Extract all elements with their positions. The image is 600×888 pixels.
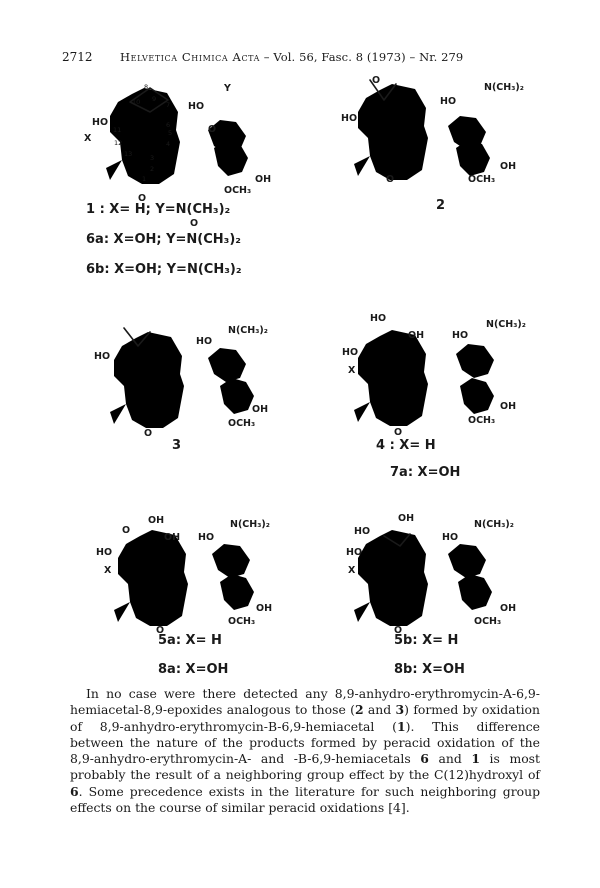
- page-number: 2712: [62, 50, 93, 64]
- ring-number: 12: [114, 139, 123, 147]
- atom-ho: HO: [342, 347, 359, 358]
- atom-och3: OCH₃: [468, 174, 496, 185]
- ring-number: 2: [150, 165, 155, 173]
- atom-o: O: [156, 625, 165, 636]
- atom-och3: OCH₃: [228, 616, 256, 627]
- atom-oh: OH: [255, 174, 272, 185]
- atom-o: O: [394, 625, 403, 636]
- atom-ho: HO: [341, 113, 358, 124]
- atom-ho: HO: [96, 547, 113, 558]
- atom-oh: OH: [500, 603, 517, 614]
- ring-number: 11: [113, 126, 122, 134]
- atom-oh: OH: [500, 401, 517, 412]
- atom-ho: HO: [442, 532, 459, 543]
- ring-number: 8: [144, 83, 149, 91]
- compound-label-3: 3: [172, 438, 182, 453]
- atom-oh: OH: [252, 404, 269, 415]
- atom-x: X: [104, 565, 112, 576]
- atom-o: O: [386, 174, 395, 185]
- body-paragraph: In no case were there detected any 8,9-anhydro-erythromycin-A-6,9-hemiacetal-8,9-epoxides analogous to those (2 and 3) formed by oxidation of 8,9-anhydro-erythromycin-B-6,9-hemiacetal (1). This difference between the nature of the products formed by peracid oxidation of the 8,9-anhydro-erythromycin-A- and -B-6,9-hemiacetals 6 and 1 is most probably the result of a neighboring group effect by the C(12)hydroxyl of 6. Some precedence exists in the literature for such neighboring group effects on the course of similar peracid oxidations [4].: [70, 686, 540, 816]
- compound-label-8b: 8b: X=OH: [394, 662, 465, 677]
- atom-o: O: [394, 427, 403, 438]
- compound-label-2: 2: [436, 198, 446, 213]
- atom-oh: OH: [408, 330, 425, 341]
- compound-label-6a: 6a: X=OH; Y=N(CH₃)₂: [86, 232, 241, 247]
- atom-ho: HO: [188, 101, 205, 112]
- atom-x: X: [348, 365, 356, 376]
- compound-label-5b: 5b: X= H: [394, 633, 459, 648]
- atom-ho: HO: [452, 330, 469, 341]
- ring-number: 1: [142, 175, 147, 183]
- structure-5b: [354, 528, 492, 640]
- atom-ho: HO: [94, 351, 111, 362]
- ring-number: 9: [152, 95, 157, 103]
- atom-ho: HO: [198, 532, 215, 543]
- atom-o: O: [138, 193, 147, 204]
- atom-ho: HO: [346, 547, 363, 558]
- atom-oh: OH: [398, 513, 415, 524]
- atom-och3: OCH₃: [224, 185, 252, 196]
- ring-number: 7: [166, 101, 171, 109]
- atom-oh: OH: [256, 603, 273, 614]
- compound-label-4: 4 : X= H: [376, 438, 436, 453]
- atom-oh: OH: [500, 161, 517, 172]
- journal-details: – Vol. 56, Fasc. 8 (1973) – Nr. 279: [260, 50, 464, 64]
- atom-oh: OH: [164, 532, 181, 543]
- ring-number: 4: [166, 140, 171, 148]
- ring-number: 13: [124, 150, 133, 158]
- atom-och3: OCH₃: [228, 418, 256, 429]
- atom-ho: HO: [440, 96, 457, 107]
- atom-nme2: N(CH₃)₂: [484, 82, 524, 93]
- atom-ho: HO: [196, 336, 213, 347]
- ring-number: 3: [150, 154, 155, 162]
- atom-y: Y: [224, 83, 231, 94]
- atom-nme2: N(CH₃)₂: [228, 325, 268, 336]
- atom-o: O: [372, 75, 381, 86]
- compound-label-8a: 8a: X=OH: [158, 662, 229, 677]
- atom-x: X: [348, 565, 356, 576]
- atom-n-oxide: O: [190, 218, 199, 229]
- atom-nme2: N(CH₃)₂: [474, 519, 514, 530]
- ring-number: 5: [168, 129, 173, 137]
- ring-number: 10: [132, 98, 141, 106]
- journal-name: Helvetica Chimica Acta: [120, 50, 261, 64]
- compound-label-7a: 7a: X=OH: [390, 465, 461, 480]
- atom-oh: OH: [148, 515, 165, 526]
- atom-ho: HO: [354, 526, 371, 537]
- structure-1: [106, 83, 248, 198]
- atom-o: O: [144, 428, 153, 439]
- atom-o: O: [208, 124, 217, 135]
- atom-x: X: [84, 133, 92, 144]
- atom-nme2: N(CH₃)₂: [230, 519, 270, 530]
- atom-nme2: N(CH₃)₂: [486, 319, 526, 330]
- atom-o: O: [122, 525, 131, 536]
- compound-label-6b: 6b: X=OH; Y=N(CH₃)₂: [86, 262, 242, 277]
- atom-ho: HO: [370, 313, 387, 324]
- compound-label-5a: 5a: X= H: [158, 633, 222, 648]
- ring-number: 6: [166, 121, 171, 129]
- atom-och3: OCH₃: [468, 415, 496, 426]
- compound-label-1: 1 : X= H; Y=N(CH₃)₂: [86, 202, 231, 217]
- atom-och3: OCH₃: [474, 616, 502, 627]
- atom-ho: HO: [92, 117, 109, 128]
